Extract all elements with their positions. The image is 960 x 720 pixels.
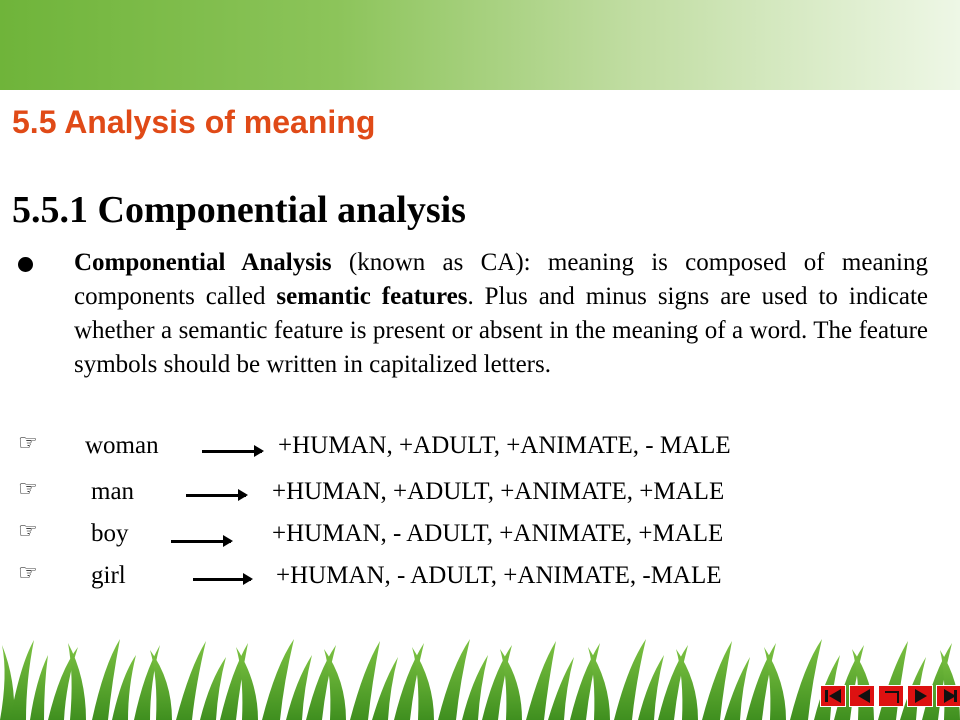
pointing-hand-icon: ☞ — [18, 476, 38, 501]
previous-slide-icon — [858, 689, 870, 703]
previous-slide-button[interactable] — [849, 685, 875, 707]
last-slide-icon — [944, 689, 956, 703]
next-slide-icon — [915, 689, 927, 703]
example-features: +HUMAN, - ADULT, +ANIMATE, +MALE — [272, 520, 724, 547]
arrow-icon — [171, 540, 231, 543]
subsection-title: 5.5.1 Componential analysis — [12, 189, 466, 231]
example-row — [0, 560, 960, 596]
return-button[interactable] — [878, 685, 904, 707]
example-features: +HUMAN, +ADULT, +ANIMATE, +MALE — [272, 478, 725, 505]
last-slide-button[interactable] — [936, 685, 960, 707]
example-row — [0, 518, 960, 554]
arrow-icon — [202, 450, 262, 453]
first-slide-button[interactable] — [820, 685, 846, 707]
example-word: woman — [85, 432, 159, 459]
example-word: boy — [91, 520, 129, 547]
example-features: +HUMAN, - ADULT, +ANIMATE, -MALE — [276, 562, 722, 589]
example-word: man — [91, 478, 135, 505]
next-slide-button[interactable] — [907, 685, 933, 707]
grass-decoration — [0, 625, 960, 720]
section-title: 5.5 Analysis of meaning — [12, 104, 376, 140]
definition-text-1: (known as CA): meaning is composed of meaning components called — [74, 249, 928, 310]
first-slide-icon — [829, 689, 841, 703]
arrow-icon — [193, 578, 251, 581]
example-row — [0, 476, 960, 512]
example-features: +HUMAN, +ADULT, +ANIMATE, - MALE — [278, 432, 731, 459]
pointing-hand-icon: ☞ — [18, 430, 38, 455]
example-row — [0, 428, 960, 464]
pointing-hand-icon: ☞ — [18, 560, 38, 585]
example-word: girl — [91, 562, 126, 589]
definition-text-2: . Plus and minus signs are used to indicate whether a semantic feature is present or absent in the meaning of a word. The feature symbols should be written in capitalized letters. — [74, 283, 928, 378]
definition-highlight: semantic features — [276, 283, 468, 310]
pointing-hand-icon: ☞ — [18, 518, 38, 543]
return-icon — [885, 691, 899, 703]
definition-term: Componential Analysis — [74, 249, 332, 276]
slide-navigation — [820, 685, 960, 707]
arrow-icon — [186, 494, 246, 497]
